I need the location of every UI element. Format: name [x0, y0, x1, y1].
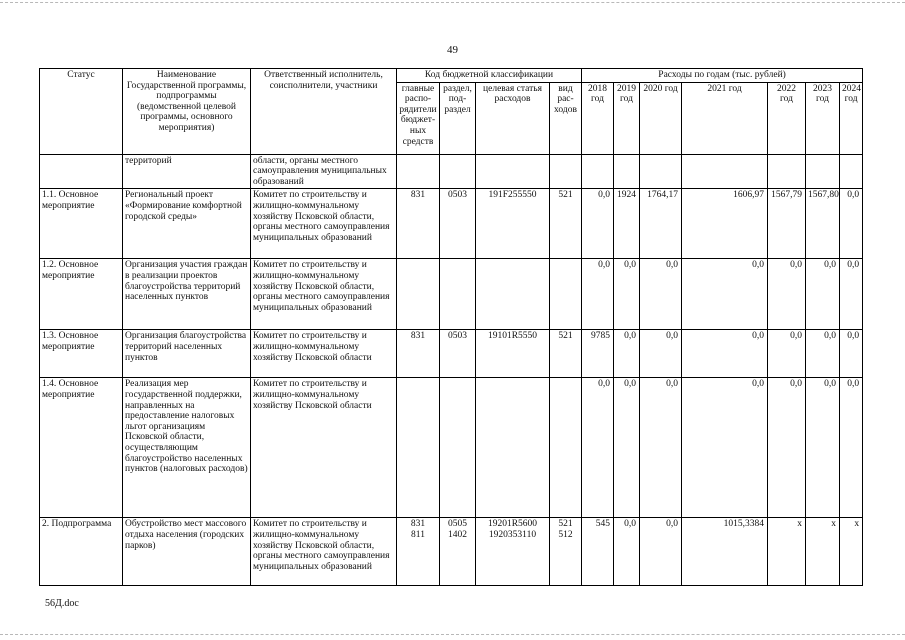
header-year-2024: 2024 год [840, 82, 863, 154]
status-cell [40, 154, 123, 189]
value-2019-cell: 1924 [614, 189, 640, 259]
value-2022-cell: 0,0 [768, 330, 806, 378]
value-2022-cell: x [768, 518, 806, 586]
value-2023-cell: 0,0 [806, 259, 840, 330]
type-cell [550, 154, 582, 189]
value-2018-cell: 0,0 [582, 189, 614, 259]
value-2019-cell: 0,0 [614, 518, 640, 586]
name-cell: Реализация мер государственной поддержки, направленных на предоставление налоговых льгот организациям Псковской области, осуществляющим благоустройство населенных пунктов (налоговых расходов) [123, 378, 251, 518]
value-2018-cell: 0,0 [582, 378, 614, 518]
value-2022-cell [768, 154, 806, 189]
value-2024-cell: x [840, 518, 863, 586]
value-2023-cell: 0,0 [806, 330, 840, 378]
target-cell [476, 259, 550, 330]
executor-cell: Комитет по строительству и жилищно-коммунальному хозяйству Псковской области, органы местного самоуправления муниципальных образований [251, 259, 397, 330]
value-2021-cell: 0,0 [682, 330, 768, 378]
executor-cell: области, органы местного самоуправления муниципальных образований [251, 154, 397, 189]
value-2020-cell: 0,0 [640, 330, 682, 378]
value-2024-cell: 0,0 [840, 378, 863, 518]
header-grbs: главные распо- рядители бюджет- ных средств [397, 82, 440, 154]
grbs-cell: 831 [397, 330, 440, 378]
header-expenses: Расходы по годам (тыс. рублей) [582, 69, 863, 83]
value-2023-cell: x [806, 518, 840, 586]
value-2020-cell: 1764,17 [640, 189, 682, 259]
target-cell: 191F255550 [476, 189, 550, 259]
status-cell: 2. Подпрограмма [40, 518, 123, 586]
grbs-cell [397, 259, 440, 330]
value-2024-cell [840, 154, 863, 189]
value-2020-cell: 0,0 [640, 378, 682, 518]
header-type: вид рас- ходов [550, 82, 582, 154]
section-cell: 0503 [440, 189, 476, 259]
section-cell: 0505 1402 [440, 518, 476, 586]
value-2024-cell: 0,0 [840, 330, 863, 378]
table-row [40, 189, 863, 259]
value-2021-cell: 0,0 [682, 378, 768, 518]
header-section: раздел, под- раздел [440, 82, 476, 154]
section-cell [440, 259, 476, 330]
value-2018-cell: 545 [582, 518, 614, 586]
scan-top-edge [0, 2, 905, 3]
type-cell: 521 512 [550, 518, 582, 586]
status-cell: 1.4. Основное мероприятие [40, 378, 123, 518]
footer-filename: 56Д.doc [45, 598, 79, 609]
value-2022-cell: 0,0 [768, 378, 806, 518]
header-year-2023: 2023 год [806, 82, 840, 154]
grbs-cell [397, 378, 440, 518]
name-cell: Организация благоустройства территорий населенных пунктов [123, 330, 251, 378]
value-2023-cell: 0,0 [806, 378, 840, 518]
section-cell [440, 378, 476, 518]
header-year-2019: 2019 год [614, 82, 640, 154]
budget-table [39, 68, 863, 586]
scan-bottom-edge [0, 634, 905, 635]
header-year-2020: 2020 год [640, 82, 682, 154]
value-2020-cell: 0,0 [640, 259, 682, 330]
value-2021-cell: 0,0 [682, 259, 768, 330]
header-name: Наименование Государственной программы, подпрограммы (ведомственной целевой программы, основного мероприятия) [123, 69, 251, 155]
value-2019-cell [614, 154, 640, 189]
value-2019-cell: 0,0 [614, 259, 640, 330]
header-year-2022: 2022 год [768, 82, 806, 154]
status-cell: 1.1. Основное мероприятие [40, 189, 123, 259]
table-row [40, 154, 863, 189]
type-cell: 521 [550, 330, 582, 378]
page-number: 49 [447, 44, 458, 56]
grbs-cell: 831 811 [397, 518, 440, 586]
target-cell: 19201R5600 1920353110 [476, 518, 550, 586]
table-row [40, 330, 863, 378]
header-row-top [40, 69, 863, 83]
table-row [40, 378, 863, 518]
header-status: Статус [40, 69, 123, 155]
value-2018-cell [582, 154, 614, 189]
value-2021-cell: 1015,3384 [682, 518, 768, 586]
name-cell: Обустройство мест массового отдыха населения (городских парков) [123, 518, 251, 586]
type-cell [550, 378, 582, 518]
value-2018-cell: 9785 [582, 330, 614, 378]
status-cell: 1.2. Основное мероприятие [40, 259, 123, 330]
table-row [40, 518, 863, 586]
type-cell: 521 [550, 189, 582, 259]
header-year-2018: 2018 год [582, 82, 614, 154]
value-2024-cell: 0,0 [840, 259, 863, 330]
section-cell [440, 154, 476, 189]
header-budget-code: Код бюджетной классификации [397, 69, 582, 83]
table-row [40, 259, 863, 330]
header-executor: Ответственный исполнитель, соисполнители, участники [251, 69, 397, 155]
value-2023-cell [806, 154, 840, 189]
target-cell: 19101R5550 [476, 330, 550, 378]
value-2018-cell: 0,0 [582, 259, 614, 330]
value-2020-cell [640, 154, 682, 189]
name-cell: Организация участия граждан в реализации проектов благоустройства территорий населенных пунктов [123, 259, 251, 330]
name-cell: Региональный проект «Формирование комфортной городской среды» [123, 189, 251, 259]
value-2022-cell: 1567,79 [768, 189, 806, 259]
name-cell: территорий [123, 154, 251, 189]
value-2024-cell: 0,0 [840, 189, 863, 259]
executor-cell: Комитет по строительству и жилищно-коммунальному хозяйству Псковской области, органы местного самоуправления муниципальных образований [251, 189, 397, 259]
executor-cell: Комитет по строительству и жилищно-коммунальному хозяйству Псковской области [251, 330, 397, 378]
status-cell: 1.3. Основное мероприятие [40, 330, 123, 378]
executor-cell: Комитет по строительству и жилищно-коммунальному хозяйству Псковской области [251, 378, 397, 518]
executor-cell: Комитет по строительству и жилищно-коммунальному хозяйству Псковской области, органы местного самоуправления муниципальных образований [251, 518, 397, 586]
grbs-cell [397, 154, 440, 189]
value-2021-cell: 1606,97 [682, 189, 768, 259]
grbs-cell: 831 [397, 189, 440, 259]
type-cell [550, 259, 582, 330]
value-2023-cell: 1567,80 [806, 189, 840, 259]
target-cell [476, 154, 550, 189]
value-2021-cell [682, 154, 768, 189]
value-2020-cell: 0,0 [640, 518, 682, 586]
header-year-2021: 2021 год [682, 82, 768, 154]
target-cell [476, 378, 550, 518]
value-2019-cell: 0,0 [614, 378, 640, 518]
section-cell: 0503 [440, 330, 476, 378]
value-2019-cell: 0,0 [614, 330, 640, 378]
header-target: целевая статья расходов [476, 82, 550, 154]
value-2022-cell: 0,0 [768, 259, 806, 330]
